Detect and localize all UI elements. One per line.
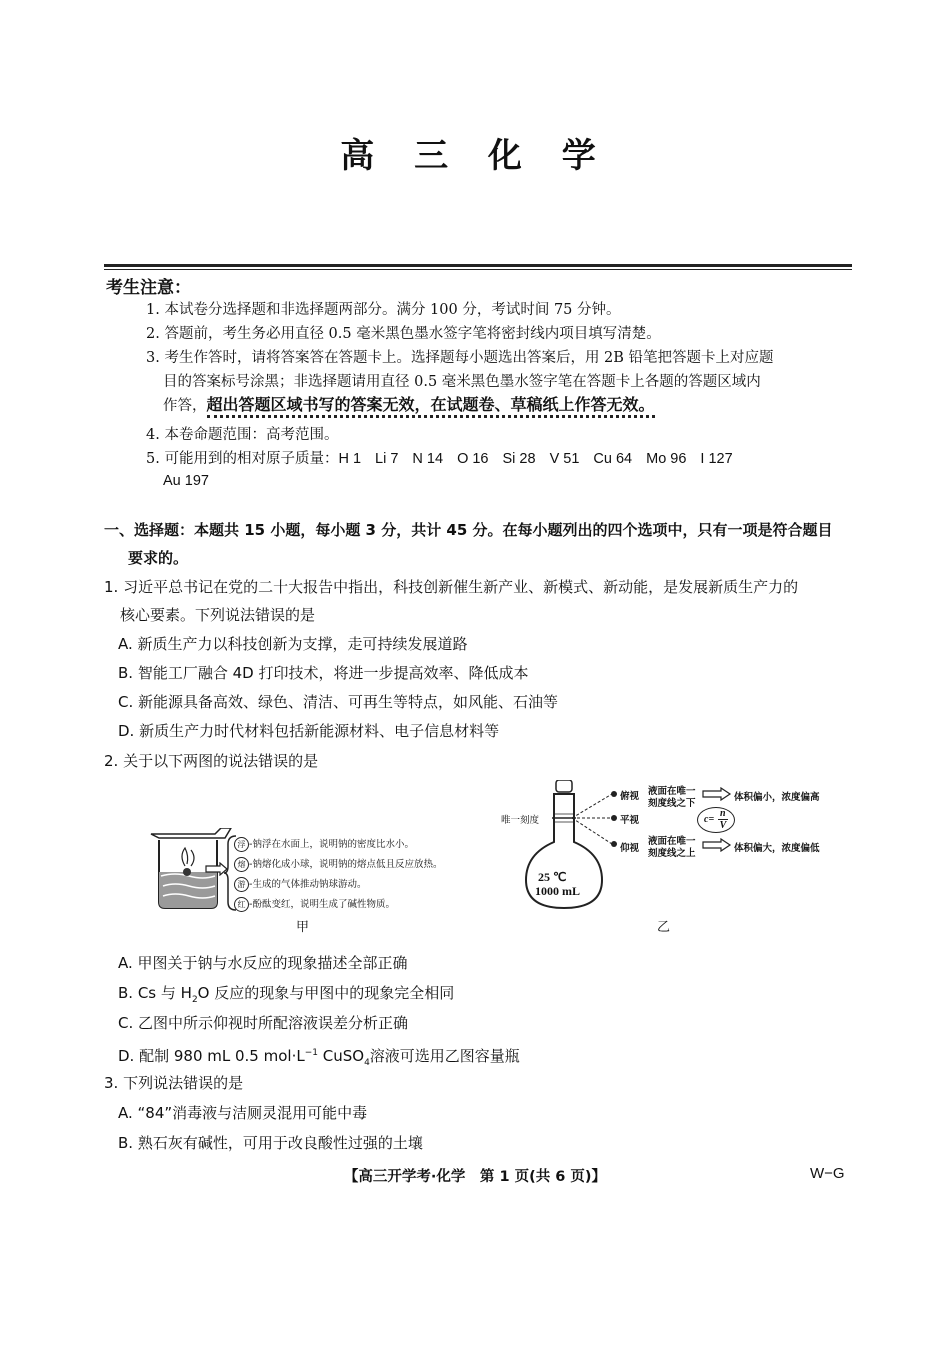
- notice-item-1: 1. 本试卷分选择题和非选择题两部分。满分 100 分，考试时间 75 分钟。: [146, 302, 621, 318]
- q3-option-b: B. 熟石灰有碱性，可用于改良酸性过强的土壤: [118, 1134, 423, 1152]
- atom-mass: Cu 64: [593, 451, 633, 467]
- jia-text: 酚酞变红，说明生成了碱性物质。: [252, 899, 395, 910]
- formula-n: n: [720, 808, 726, 819]
- notice-item-3c: [163, 394, 655, 417]
- q2-b-pre: B. Cs 与 H: [118, 984, 192, 1002]
- upper-cond-2: 刻度线之下: [648, 798, 696, 809]
- q2-option-c: C. 乙图中所示仰视时所配溶液误差分析正确: [118, 1014, 409, 1032]
- question-2-stem: 2. 关于以下两图的说法错误的是: [104, 752, 319, 770]
- circled-char: 熔: [234, 857, 249, 872]
- view-bottom: 仰视: [620, 843, 640, 854]
- question-1-stem: 1. 习近平总书记在党的二十大报告中指出，科技创新催生新产业、新模式、新动能，是发展新质生产力的: [104, 578, 799, 596]
- section-heading-cont: 要求的。: [128, 549, 189, 567]
- notice-item-4: 4. 本卷命题范围：高考范围。: [146, 427, 339, 443]
- notice-heading: 考生注意：: [106, 278, 191, 298]
- mark-label: 唯一刻度: [501, 815, 540, 826]
- question-3-stem: 3. 下列说法错误的是: [104, 1074, 244, 1092]
- notice-emphasis: 超出答题区域书写的答案无效，在试题卷、草稿纸上作答无效。: [207, 395, 655, 418]
- notice-item-3b: 目的答案标号涂黑；非选择题请用直径 0.5 毫米黑色墨水签字笔在答题卡上各题的答题区域内: [163, 374, 761, 390]
- jia-item-3: 游 -生成的气体推动钠球游动。: [234, 876, 366, 892]
- page-title: 高 三 化 学: [340, 136, 610, 176]
- q2-b-sub: 2: [191, 995, 198, 1005]
- divider-thick: [104, 264, 852, 267]
- sight-lines: [572, 786, 622, 854]
- jia-text: 生成的气体推动钠球游动。: [252, 879, 367, 890]
- q2-d-sup: −1: [304, 1048, 318, 1058]
- circled-char: 浮: [234, 837, 249, 852]
- upper-cond-1: 液面在唯一: [648, 786, 696, 797]
- q2-d-sub: 4: [364, 1058, 370, 1068]
- notice-item-3c-text: 作答，: [163, 398, 207, 414]
- jia-item-1: 浮 -钠浮在水面上，说明钠的密度比水小。: [234, 836, 414, 852]
- notice-item-2: 2. 答题前，考生务必用直径 0.5 毫米黑色墨水签字笔将密封线内项目填写清楚。: [146, 326, 661, 342]
- q1-option-c: C. 新能源具备高效、绿色、清洁、可再生等特点，如风能、石油等: [118, 693, 559, 711]
- lower-cond-2: 刻度线之上: [648, 848, 696, 859]
- q2-d-pre: D. 配制 980 mL 0.5 mol·L: [118, 1047, 305, 1065]
- flask-volume: 1000 mL: [535, 884, 580, 898]
- page-footer: 【高三开学考·化学 第 1 页(共 6 页)】: [343, 1169, 607, 1185]
- atom-mass: V 51: [549, 451, 580, 467]
- circled-char: 游: [234, 877, 249, 892]
- atom-mass: Li 7: [375, 451, 399, 467]
- flask-temp: 25 ℃: [538, 870, 567, 884]
- upper-result: 体积偏小，浓度偏高: [734, 792, 820, 803]
- view-level: 平视: [620, 815, 640, 826]
- jia-item-4: 红 -酚酞变红，说明生成了碱性物质。: [234, 896, 395, 912]
- question-1-stem-cont: 核心要素。下列说法错误的是: [120, 606, 316, 624]
- circled-char: 红: [234, 897, 249, 912]
- atom-mass: Si 28: [502, 451, 536, 467]
- formula-c: c=: [704, 814, 715, 825]
- arrow-icon: [702, 787, 732, 801]
- jia-text: 钠熔化成小球，说明钠的熔点低且反应放热。: [252, 859, 443, 870]
- notice-item-5: [146, 448, 747, 470]
- lower-cond-1: 液面在唯一: [648, 836, 696, 847]
- atoms-continued: Au 197: [163, 473, 209, 489]
- q2-b-post: O 反应的现象与甲图中的现象完全相同: [197, 984, 455, 1002]
- figure-label-jia: 甲: [296, 920, 310, 935]
- atom-mass: N 14: [412, 451, 444, 467]
- atom-mass: H 1: [338, 451, 362, 467]
- formula-v: V: [719, 820, 727, 831]
- jia-text: 钠浮在水面上，说明钠的密度比水小。: [252, 839, 414, 850]
- q1-option-d: D. 新质生产力时代材料包括新能源材料、电子信息材料等: [118, 722, 500, 740]
- q2-d-post: 溶液可选用乙图容量瓶: [369, 1047, 520, 1065]
- section-heading: 一、选择题：本题共 15 小题，每小题 3 分，共计 45 分。在每小题列出的四个选项中，只有一项是符合题目: [104, 521, 833, 539]
- atoms-prefix: 5. 可能用到的相对原子质量：: [146, 451, 339, 467]
- paper-code: W−G: [810, 1165, 845, 1182]
- view-top: 俯视: [620, 791, 640, 802]
- q2-d-mid: CuSO: [317, 1047, 365, 1065]
- divider-thin: [104, 269, 852, 270]
- arrow-icon: [702, 838, 732, 852]
- atom-mass: I 127: [700, 451, 733, 467]
- q2-option-a: A. 甲图关于钠与水反应的现象描述全部正确: [118, 954, 408, 972]
- notice-item-3a: 3. 考生作答时，请将答案答在答题卡上。选择题每小题选出答案后，用 2B 铅笔把答题卡上对应题: [146, 350, 774, 366]
- lower-result: 体积偏大，浓度偏低: [734, 843, 820, 854]
- q1-option-a: A. 新质生产力以科技创新为支撑，走可持续发展道路: [118, 635, 468, 653]
- atom-mass: O 16: [457, 451, 489, 467]
- atom-mass: Mo 96: [646, 451, 687, 467]
- figure-label-yi: 乙: [657, 920, 671, 935]
- formula-badge: [697, 807, 735, 833]
- q1-option-b: B. 智能工厂融合 4D 打印技术，将进一步提高效率、降低成本: [118, 664, 529, 682]
- q3-option-a: A. “84”消毒液与洁厕灵混用可能中毒: [118, 1104, 368, 1122]
- jia-item-2: 熔 -钠熔化成小球，说明钠的熔点低且反应放热。: [234, 856, 442, 872]
